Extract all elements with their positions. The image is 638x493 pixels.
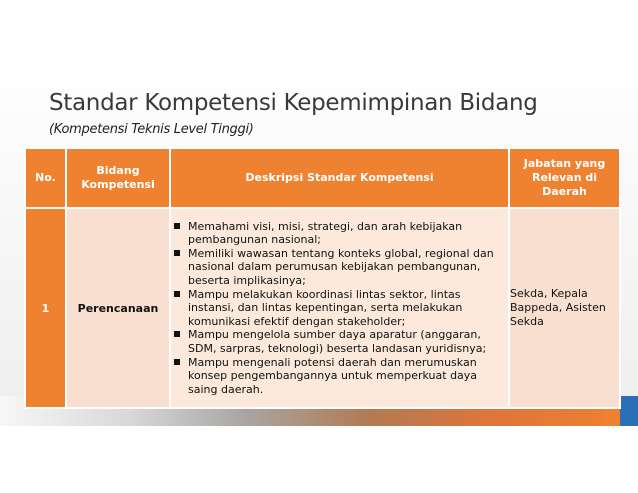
slide-title: Standar Kompetensi Kepemimpinan Bidang (49, 90, 538, 116)
header-bidang: Bidang Kompetensi (66, 148, 170, 208)
list-item-text: Mampu mengelola sumber daya aparatur (anggaran, SDM, sarpras, teknologi) beserta landasan yuridisnya; (188, 328, 487, 355)
list-item-text: Memahami visi, misi, strategi, dan arah kebijakan pembangunan nasional; (188, 219, 463, 247)
header-no: No. (25, 148, 66, 208)
square-bullet-icon (174, 250, 180, 256)
square-bullet-icon (174, 291, 180, 297)
competency-table (24, 147, 621, 409)
list-item (171, 328, 508, 355)
list-item (171, 247, 508, 288)
cell-deskripsi (170, 208, 509, 408)
list-item-text: Mampu mengenali potensi daerah dan merumuskan konsep pengembangannya untuk memperkuat daya saing daerah. (188, 355, 478, 396)
table-header-row (25, 148, 620, 208)
table-row (25, 208, 620, 408)
slide-subtitle: (Kompetensi Teknis Level Tinggi) (49, 122, 254, 137)
cell-bidang: Perencanaan (66, 208, 170, 408)
square-bullet-icon (174, 331, 180, 337)
header-deskripsi: Deskripsi Standar Kompetensi (170, 148, 509, 208)
list-item (171, 288, 508, 329)
cell-no: 1 (25, 208, 66, 408)
description-list (171, 220, 508, 397)
header-jabatan: Jabatan yang Relevan di Daerah (509, 148, 620, 208)
cell-jabatan: Sekda, Kepala Bappeda, Asisten Sekda (509, 208, 620, 408)
list-item-text: Memiliki wawasan tentang konteks global, regional dan nasional dalam perumusan kebijakan pembangunan, beserta implikasinya; (188, 246, 494, 288)
square-bullet-icon (174, 223, 180, 229)
list-item (171, 356, 508, 397)
list-item-text: Mampu melakukan koordinasi lintas sektor, lintas instansi, dan lintas kepentingan, serta melakukan komunikasi efektif dengan stakeholder; (188, 287, 463, 328)
blue-accent-block (620, 396, 638, 426)
list-item (171, 220, 508, 247)
square-bullet-icon (174, 359, 180, 365)
